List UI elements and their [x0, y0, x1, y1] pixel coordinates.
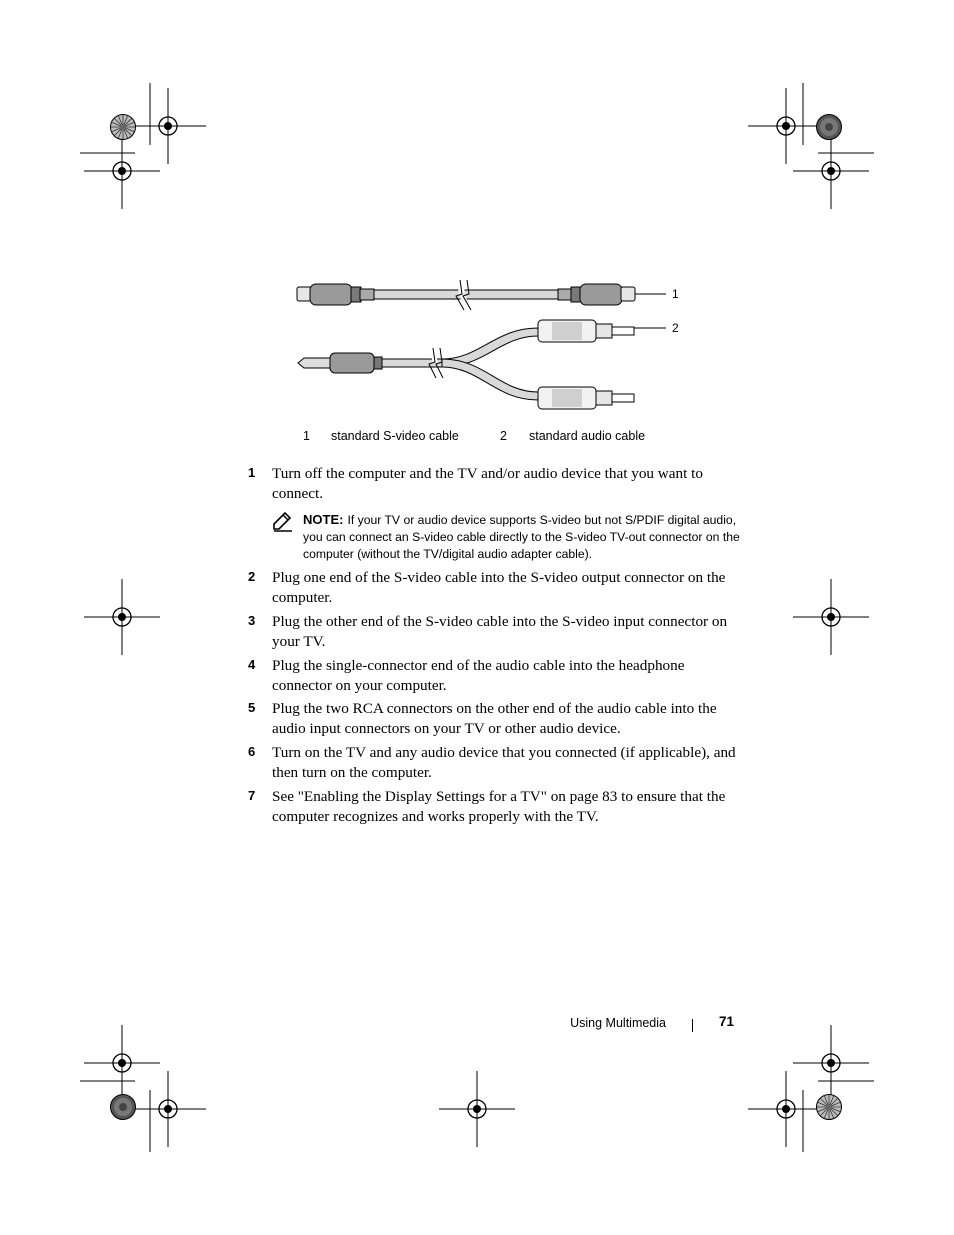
footer-separator	[692, 1019, 693, 1032]
step-text: Turn off the computer and the TV and/or audio device that you want to connect.	[272, 465, 703, 502]
step-number: 2	[248, 569, 256, 584]
callout-1: 1	[672, 287, 679, 301]
step-number: 3	[248, 613, 256, 628]
step-number: 7	[248, 788, 256, 803]
step-number: 5	[248, 700, 256, 715]
step-text: Plug the single-connector end of the audio cable into the headphone connector on your computer.	[272, 657, 685, 694]
page-number: 71	[718, 1014, 734, 1029]
footer-section-title: Using Multimedia	[570, 1016, 666, 1030]
step-number: 1	[248, 465, 256, 480]
step-text: See "Enabling the Display Settings for a TV" on page 83 to ensure that the computer recognizes and works properly with the TV.	[272, 788, 726, 825]
legend-number-2: 2	[500, 429, 507, 443]
audio-cable	[298, 320, 666, 409]
legend-label-2: standard audio cable	[529, 429, 646, 443]
step-text: Plug the other end of the S-video cable into the S-video input connector on your TV.	[272, 613, 728, 650]
pencil-note-icon	[272, 512, 294, 532]
callout-2: 2	[672, 321, 679, 335]
step-text: Plug the two RCA connectors on the other end of the audio cable into the audio input connectors on your TV or other audio device.	[272, 700, 717, 737]
note-text: If your TV or audio device supports S-video but not S/PDIF digital audio, you can connect an S-video cable directly to the S-video TV-out connector on the computer (without the TV/digital audio adapter cable).	[303, 513, 740, 561]
step-text: Turn on the TV and any audio device that you connected (if applicable), and then turn on the computer.	[272, 744, 736, 781]
step-number: 4	[248, 657, 256, 672]
note-content	[303, 511, 743, 563]
step-text: Plug one end of the S-video cable into the S-video output connector on the computer.	[272, 569, 726, 606]
legend-label-1: standard S-video cable	[331, 429, 459, 443]
legend-number-1: 1	[303, 429, 310, 443]
step-number: 6	[248, 744, 256, 759]
cable-illustration	[290, 270, 690, 415]
s-video-cable	[297, 280, 666, 310]
note-label: NOTE:	[303, 512, 344, 527]
